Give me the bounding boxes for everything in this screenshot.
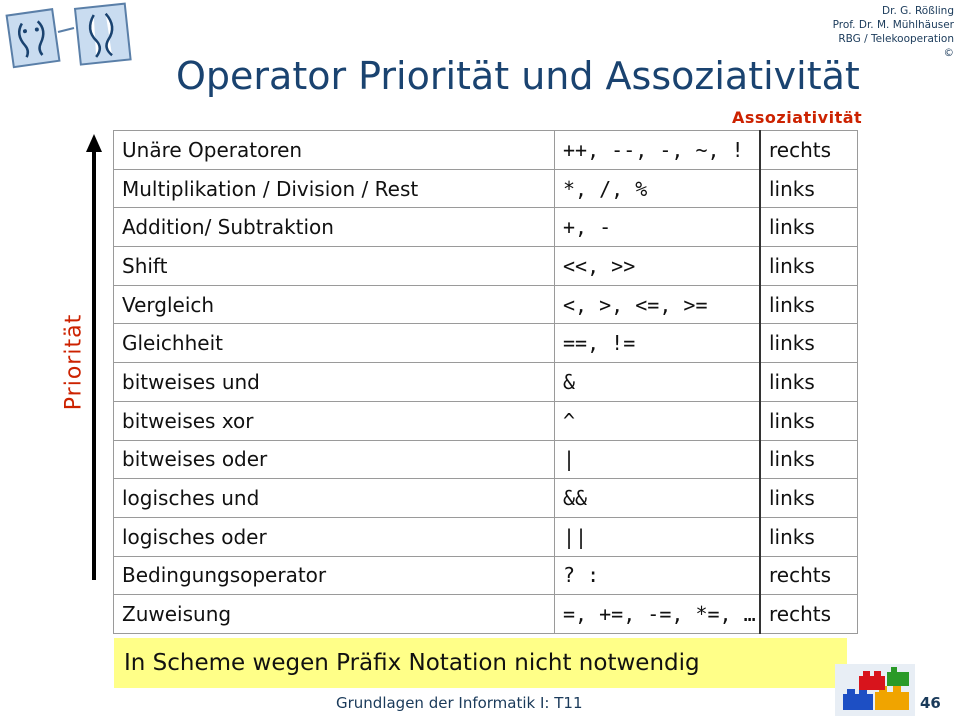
operator-category: Shift xyxy=(114,247,555,286)
table-row xyxy=(114,247,858,286)
associativity-value: rechts xyxy=(760,131,858,170)
operator-table xyxy=(113,130,858,634)
table-row xyxy=(114,131,858,170)
table-row xyxy=(114,479,858,518)
operator-category: Multiplikation / Division / Rest xyxy=(114,169,555,208)
operator-symbols: <, >, <=, >= xyxy=(555,285,761,324)
operator-symbols: | xyxy=(555,440,761,479)
table-row xyxy=(114,169,858,208)
operator-category: Vergleich xyxy=(114,285,555,324)
table-row xyxy=(114,285,858,324)
author-info xyxy=(833,4,954,60)
page-number: 46 xyxy=(920,694,941,712)
priority-arrow-icon xyxy=(84,134,104,582)
operator-symbols: || xyxy=(555,517,761,556)
operator-symbols: <<, >> xyxy=(555,247,761,286)
table-row xyxy=(114,324,858,363)
priority-label: Priorität xyxy=(61,313,87,411)
associativity-value: links xyxy=(760,324,858,363)
associativity-value: links xyxy=(760,363,858,402)
operator-category: Bedingungsoperator xyxy=(114,556,555,595)
operator-category: Gleichheit xyxy=(114,324,555,363)
associativity-label: Assoziativität xyxy=(732,108,863,127)
associativity-value: rechts xyxy=(760,595,858,634)
operator-category: Addition/ Subtraktion xyxy=(114,208,555,247)
operator-symbols: *, /, % xyxy=(555,169,761,208)
operator-category: logisches oder xyxy=(114,517,555,556)
lego-bricks-icon xyxy=(835,664,915,716)
operator-symbols: =, +=, -=, *=, … xyxy=(555,595,761,634)
author-line: Dr. G. Rößling xyxy=(882,5,954,17)
associativity-value: links xyxy=(760,208,858,247)
operator-category: logisches und xyxy=(114,479,555,518)
table-row xyxy=(114,440,858,479)
associativity-value: links xyxy=(760,440,858,479)
operator-symbols: ==, != xyxy=(555,324,761,363)
footer-course: Grundlagen der Informatik I: T11 xyxy=(336,694,583,712)
operator-symbols: && xyxy=(555,479,761,518)
operator-symbols: ++, --, -, ~, ! xyxy=(555,131,761,170)
author-line: RBG / Telekooperation xyxy=(838,33,954,45)
operator-symbols: +, - xyxy=(555,208,761,247)
associativity-value: links xyxy=(760,285,858,324)
operator-category: bitweises xor xyxy=(114,401,555,440)
operator-category: bitweises und xyxy=(114,363,555,402)
faces-logo xyxy=(4,2,136,72)
operator-symbols: ^ xyxy=(555,401,761,440)
slide-title: Operator Priorität und Assoziativität xyxy=(176,54,860,98)
associativity-value: links xyxy=(760,169,858,208)
copyright-mark: © xyxy=(943,47,954,59)
table-row xyxy=(114,517,858,556)
table-row xyxy=(114,401,858,440)
associativity-value: rechts xyxy=(760,556,858,595)
operator-category: bitweises oder xyxy=(114,440,555,479)
associativity-value: links xyxy=(760,401,858,440)
table-row xyxy=(114,556,858,595)
table-row xyxy=(114,595,858,634)
operator-symbols: & xyxy=(555,363,761,402)
associativity-value: links xyxy=(760,247,858,286)
operator-category: Unäre Operatoren xyxy=(114,131,555,170)
operator-category: Zuweisung xyxy=(114,595,555,634)
operator-symbols: ? : xyxy=(555,556,761,595)
table-row xyxy=(114,363,858,402)
scheme-note: In Scheme wegen Präfix Notation nicht notwendig xyxy=(114,638,847,688)
associativity-value: links xyxy=(760,479,858,518)
author-line: Prof. Dr. M. Mühlhäuser xyxy=(832,19,954,31)
table-row xyxy=(114,208,858,247)
associativity-value: links xyxy=(760,517,858,556)
